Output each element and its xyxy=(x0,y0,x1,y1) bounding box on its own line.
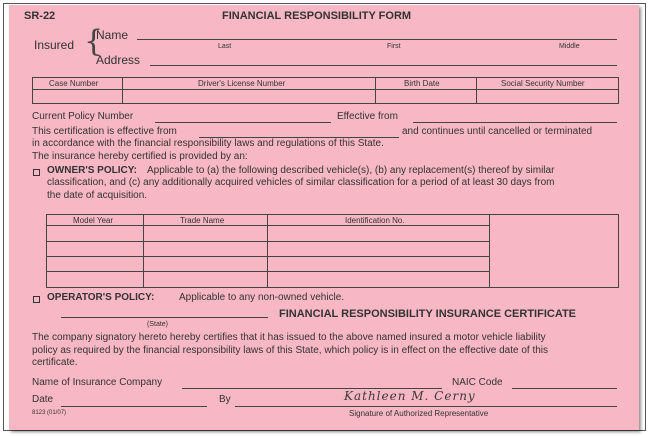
vehicle-col-divider xyxy=(489,214,490,288)
birth-date-header: Birth Date xyxy=(404,79,440,88)
state-sublabel: (State) xyxy=(147,321,169,328)
vehicle-row-divider xyxy=(46,271,489,272)
owners-policy-checkbox[interactable] xyxy=(33,169,40,176)
signature-caption: Signature of Authorized Representative xyxy=(349,409,489,418)
date-label: Date xyxy=(32,394,54,405)
current-policy-label: Current Policy Number xyxy=(32,111,134,122)
cert-accordance-text: in accordance with the financial responsibility laws and regulations of this State. xyxy=(32,138,384,149)
address-label: Address xyxy=(96,53,141,67)
last-sublabel: Last xyxy=(218,43,232,50)
first-sublabel: First xyxy=(387,43,401,50)
form-code: SR-22 xyxy=(24,10,56,22)
by-label: By xyxy=(219,394,231,405)
cert-continues-text: and continues until cancelled or terminated xyxy=(402,126,593,137)
provided-by-text: The insurance hereby certified is provided by an: xyxy=(32,151,248,162)
naic-code-label: NAIC Code xyxy=(452,377,503,388)
address-field-line[interactable] xyxy=(150,65,617,66)
name-label: Name xyxy=(96,28,129,42)
naic-code-field-line[interactable] xyxy=(512,388,617,389)
owners-policy-title: OWNER'S POLICY: xyxy=(47,165,137,176)
owners-policy-line3: the date of acquisition. xyxy=(47,190,148,201)
effective-from-label: Effective from xyxy=(337,111,398,122)
ssn-header: Social Security Number xyxy=(501,79,585,88)
certificate-line1: The company signatory hereto hereby certifies that it has issued to the above named insured a motor vehicle liability xyxy=(32,332,546,343)
middle-sublabel: Middle xyxy=(559,43,580,50)
certificate-line3: certificate. xyxy=(32,357,78,368)
identification-no-header: Identification No. xyxy=(345,216,405,225)
vehicle-row-divider xyxy=(46,225,489,226)
operators-policy-title: OPERATOR'S POLICY: xyxy=(47,292,155,303)
insured-label: Insured xyxy=(34,38,75,52)
trade-name-header: Trade Name xyxy=(180,216,225,225)
sr22-form-card xyxy=(9,5,639,430)
effective-from-field-line[interactable] xyxy=(413,122,617,123)
form-number: 8123 (01/07) xyxy=(32,410,67,416)
id-table-col-divider xyxy=(122,77,123,104)
name-field-line[interactable] xyxy=(137,39,617,40)
id-table-col-divider xyxy=(476,77,477,104)
date-field-line[interactable] xyxy=(61,406,207,407)
operators-policy-text: Applicable to any non-owned vehicle. xyxy=(179,292,345,303)
vehicle-row-divider xyxy=(46,256,489,257)
vehicle-row-divider xyxy=(46,241,489,242)
case-number-header: Case Number xyxy=(49,79,99,88)
operators-policy-checkbox[interactable] xyxy=(33,296,40,303)
id-table-col-divider xyxy=(375,77,376,104)
owners-policy-line1: Applicable to (a) the following described vehicle(s), (b) any replacement(s) thereof by similar xyxy=(147,165,555,176)
signature: Kathleen M. Cerny xyxy=(344,389,476,403)
state-field-line[interactable] xyxy=(61,317,268,318)
company-name-label: Name of Insurance Company xyxy=(32,377,163,388)
cert-effective-text: This certification is effective from xyxy=(32,126,177,137)
certificate-title: FINANCIAL RESPONSIBILITY INSURANCE CERTIFICATE xyxy=(279,308,577,320)
drivers-license-header: Driver's License Number xyxy=(198,79,286,88)
model-year-header: Model Year xyxy=(73,216,114,225)
id-table-header-divider xyxy=(32,89,619,90)
signature-field-line[interactable] xyxy=(235,406,617,407)
insured-brace: { xyxy=(84,24,104,59)
owners-policy-line2: classification, and (c) any additionally acquired vehicles of similar classification for a period of at least 30 days from xyxy=(47,177,555,188)
form-title: FINANCIAL RESPONSIBILITY FORM xyxy=(222,10,412,22)
certificate-line2: policy as required by the financial responsibility laws of this State, which policy is in effect on the effective date of this xyxy=(32,345,549,356)
current-policy-field-line[interactable] xyxy=(155,122,331,123)
